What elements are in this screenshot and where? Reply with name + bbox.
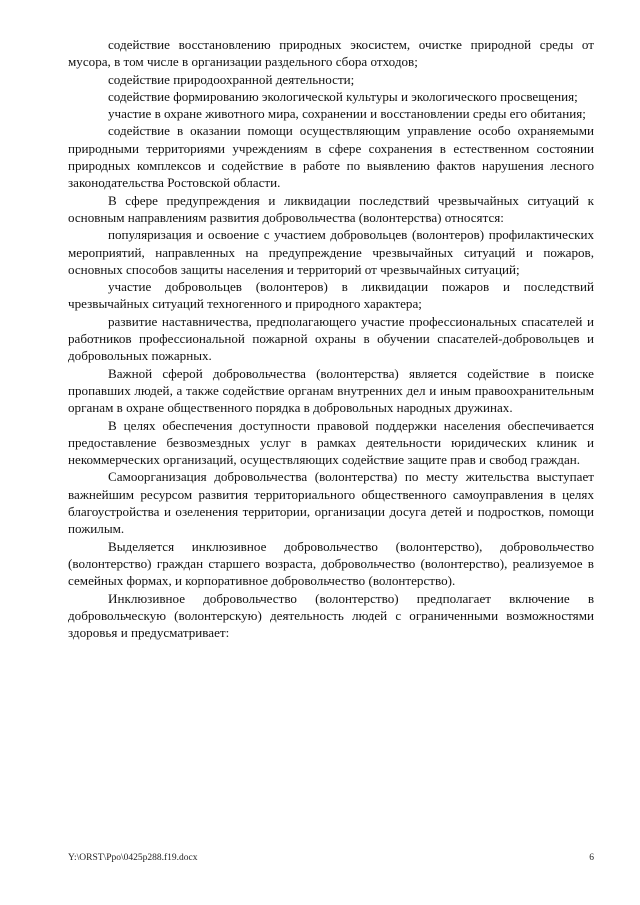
paragraph: В сфере предупреждения и ликвидации последствий чрезвычайных ситуаций к основным направлениям развития добровольчества (волонтерства) относятся: [68,192,594,225]
paragraph: участие в охране животного мира, сохранении и восстановлении среды его обитания; [108,106,586,122]
paragraph: Инклюзивное добровольчество (волонтерство) предполагает включение в добровольческую (волонтерскую) деятельность людей с ограниченными возможностями здоровья и предусматривает: [68,590,594,641]
document-body [68,36,594,641]
paragraph: содействие восстановлению природных экосистем, очистке природной среды от мусора, в том числе в организации раздельного сбора отходов; [68,37,594,70]
paragraph: Важной сферой добровольчества (волонтерства) является содействие в поиске пропавших людей, а также содействие органам внутренних дел и иным правоохранительным органам в охране общественного порядка в добровольных народных дружинах. [68,365,594,416]
paragraph: содействие формированию экологической культуры и экологического просвещения; [108,88,578,104]
paragraph: участие добровольцев (волонтеров) в ликвидации пожаров и последствий чрезвычайных ситуаций техногенного и природного характера; [68,279,594,312]
paragraph: В целях обеспечения доступности правовой поддержки населения обеспечивается предоставление безвозмездных услуг в рамках деятельности юридических клиник и некоммерческих организаций, осуществляющих содействие защите прав и свобод граждан. [68,417,594,468]
paragraph: Выделяется инклюзивное добровольчество (волонтерство), добровольчество (волонтерство) граждан старшего возраста, добровольчество (волонтерство), реализуемое в семейных формах, и корпоративное добровольчество (волонтерство). [68,538,594,589]
page-number: 6 [589,853,594,863]
paragraph: Самоорганизация добровольчества (волонтерства) по месту жительства выступает важнейшим ресурсом развития территориального общественного самоуправления в целях благоустройства и озеленения территории, организации досуга детей и подростков, помощи пожилым. [68,469,594,537]
paragraph: содействие в оказании помощи осуществляющим управление особо охраняемыми природными территориями учреждениям в сфере сохранения в естественном состоянии природных комплексов и содействие в работе по выявлению фактов нарушения лесного законодательства Ростовской области. [68,123,594,191]
paragraph: развитие наставничества, предполагающего участие профессиональных спасателей и работников профессиональной пожарной охраны в обучении спасателей-добровольцев и добровольных пожарных. [68,313,594,364]
file-path: Y:\ORST\Ppo\0425p288.f19.docx [68,853,198,863]
paragraph: содействие природоохранной деятельности; [108,71,355,87]
paragraph: популяризация и освоение с участием добровольцев (волонтеров) профилактических мероприятий, направленных на предупреждение чрезвычайных ситуаций и пожаров, основных способов защиты населения и территорий от чрезвычайных ситуаций; [68,227,594,277]
page-footer [68,852,594,864]
